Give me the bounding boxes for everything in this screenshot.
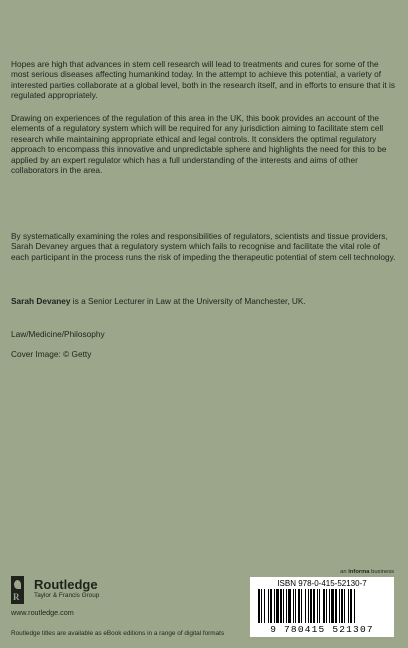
barcode-digits: 9 780415 521307 bbox=[270, 624, 374, 635]
routledge-logo-icon: R bbox=[11, 576, 24, 604]
subject-categories: Law/Medicine/Philosophy bbox=[11, 329, 105, 339]
barcode-icon bbox=[258, 589, 386, 623]
publisher-name: Routledge bbox=[34, 577, 98, 592]
informa-prefix: an bbox=[340, 569, 349, 575]
publisher-block bbox=[34, 578, 99, 600]
blurb-paragraph-3: By systematically examining the roles and responsibilities of regulators, scientists and tissue providers, Sarah Devaney argues that a regulatory system which fails to recognise and facilitate the vital role of each participant in the process runs the risk of impeding the therapeutic potential of stem cell technology. bbox=[11, 231, 396, 262]
author-bio bbox=[11, 296, 397, 306]
publisher-group: Taylor & Francis Group bbox=[34, 592, 100, 599]
informa-suffix: business bbox=[369, 569, 394, 575]
ebook-note: Routledge titles are available as eBook editions in a range of digital formats bbox=[11, 630, 225, 637]
informa-brand: informa bbox=[348, 569, 370, 575]
blurb-paragraph-2: Drawing on experiences of the regulation of this area in the UK, this book provides an account of the elements of a regulatory system which will be required for any jurisdiction aiming to facilitate stem cell research while maintaining appropriate ethical and legal controls. It considers the optimal regulatory approach to encompass this innovative and unpredictable sphere and highlights the need for this to be applied by an expert regulator which has a full understanding of the interests and aims of other collaborators in the area. bbox=[11, 113, 387, 176]
informa-business-label bbox=[340, 569, 394, 575]
barcode-panel bbox=[250, 577, 394, 637]
publisher-website[interactable]: www.routledge.com bbox=[11, 608, 74, 617]
blurb-paragraph-1: Hopes are high that advances in stem cell research will lead to treatments and cures for some of the most serious diseases affecting humankind today. In the attempt to achieve this potential, a variety of interested parties collaborate at a global level, both in the research itself, and in efforts to ensure that it is regulated appropriately. bbox=[11, 59, 396, 101]
author-name: Sarah Devaney bbox=[11, 296, 71, 306]
author-bio-text: is a Senior Lecturer in Law at the University of Manchester, UK. bbox=[70, 296, 306, 306]
cover-image-credit: Cover Image: © Getty bbox=[11, 349, 92, 359]
isbn-label: ISBN 978-0-415-52130-7 bbox=[277, 579, 367, 588]
